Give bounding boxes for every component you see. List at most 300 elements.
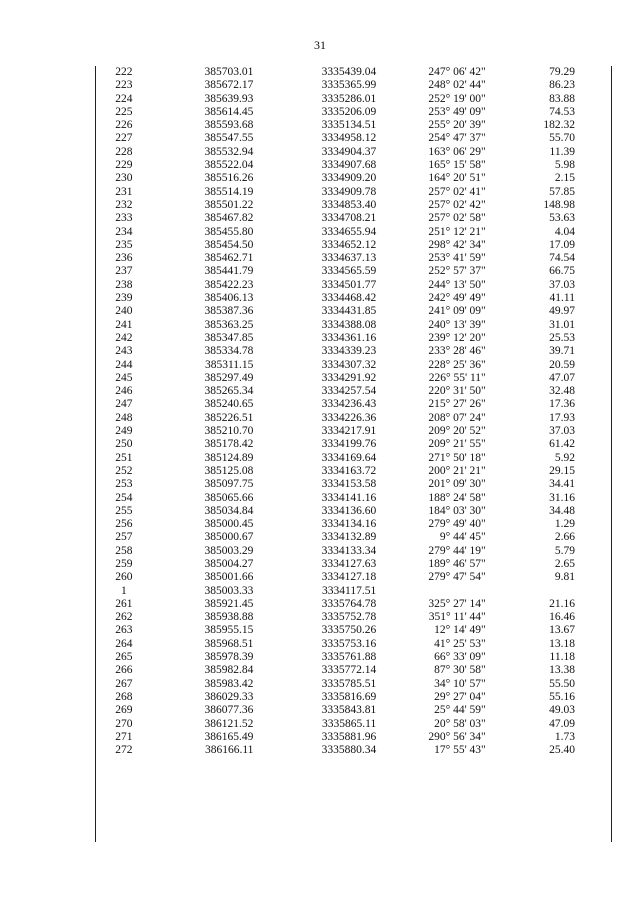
point-number-cell: 231 xyxy=(115,185,133,198)
point-number-cell: 237 xyxy=(115,265,133,278)
point-number-cell: 255 xyxy=(115,504,133,517)
x-coordinate-cell: 385547.55 xyxy=(204,132,254,145)
y-coordinate-cell: 3335764.78 xyxy=(321,597,377,610)
table-row xyxy=(96,571,611,584)
y-coordinate-cell: 3334257.54 xyxy=(321,385,377,398)
y-coordinate-cell: 3335752.78 xyxy=(321,611,377,624)
table-row xyxy=(96,545,611,558)
y-coordinate-cell: 3335881.96 xyxy=(321,730,377,743)
table-row xyxy=(96,518,611,531)
y-coordinate-cell: 3334127.18 xyxy=(321,571,377,584)
x-coordinate-cell: 385501.22 xyxy=(204,198,254,211)
bearing-cell: 201° 09' 30" xyxy=(428,478,486,491)
point-number-cell: 224 xyxy=(115,92,133,105)
distance-cell: 74.54 xyxy=(549,252,575,265)
point-number-cell: 254 xyxy=(115,491,133,504)
point-number-cell: 240 xyxy=(115,305,133,318)
x-coordinate-cell: 385593.68 xyxy=(204,119,254,132)
distance-cell: 83.88 xyxy=(549,92,575,105)
point-number-cell: 246 xyxy=(115,385,133,398)
point-number-cell: 251 xyxy=(115,451,133,464)
page-number: 31 xyxy=(314,38,326,52)
distance-cell: 17.36 xyxy=(549,398,575,411)
point-number-cell: 239 xyxy=(115,292,133,305)
bearing-cell: 29° 27' 04" xyxy=(434,690,486,703)
distance-cell: 31.01 xyxy=(549,318,575,331)
y-coordinate-cell: 3334307.32 xyxy=(321,358,377,371)
bearing-cell: 255° 20' 39" xyxy=(428,119,486,132)
y-coordinate-cell: 3334388.08 xyxy=(321,318,377,331)
distance-cell: 1.73 xyxy=(554,730,575,743)
y-coordinate-cell: 3334339.23 xyxy=(321,345,377,358)
bearing-cell: 279° 44' 19" xyxy=(428,544,486,557)
x-coordinate-cell: 385065.66 xyxy=(204,491,254,504)
point-number-cell: 270 xyxy=(115,717,133,730)
table-row xyxy=(96,79,611,92)
x-coordinate-cell: 385004.27 xyxy=(204,557,254,570)
table-row xyxy=(96,265,611,278)
distance-cell: 2.15 xyxy=(554,172,575,185)
y-coordinate-cell: 3334361.16 xyxy=(321,331,377,344)
bearing-cell: 189° 46' 57" xyxy=(428,557,486,570)
y-coordinate-cell: 3334199.76 xyxy=(321,438,377,451)
point-number-cell: 262 xyxy=(115,611,133,624)
table-row xyxy=(96,359,611,372)
point-number-cell: 227 xyxy=(115,132,133,145)
distance-cell: 79.29 xyxy=(549,66,575,78)
point-number-cell: 253 xyxy=(115,478,133,491)
point-number-cell: 260 xyxy=(115,571,133,584)
y-coordinate-cell: 3334141.16 xyxy=(321,491,377,504)
table-row xyxy=(96,332,611,345)
y-coordinate-cell: 3334853.40 xyxy=(321,198,377,211)
bearing-cell: 228° 25' 36" xyxy=(428,358,486,371)
distance-cell: 47.09 xyxy=(549,717,575,730)
y-coordinate-cell: 3335753.16 xyxy=(321,637,377,650)
distance-cell: 86.23 xyxy=(549,79,575,92)
distance-cell: 2.66 xyxy=(554,531,575,544)
y-coordinate-cell: 3335750.26 xyxy=(321,624,377,637)
point-number-cell: 1 xyxy=(120,584,127,597)
table-row xyxy=(96,412,611,425)
y-coordinate-cell: 3334652.12 xyxy=(321,238,377,251)
table-row xyxy=(96,611,611,624)
table-row xyxy=(96,172,611,185)
distance-cell: 74.53 xyxy=(549,105,575,118)
distance-cell: 47.07 xyxy=(549,371,575,384)
y-coordinate-cell: 3334909.20 xyxy=(321,172,377,185)
bearing-cell: 248° 02' 44" xyxy=(428,79,486,92)
bearing-cell: 209° 21' 55" xyxy=(428,438,486,451)
x-coordinate-cell: 385387.36 xyxy=(204,305,254,318)
x-coordinate-cell: 385124.89 xyxy=(204,451,254,464)
point-number-cell: 265 xyxy=(115,651,133,664)
y-coordinate-cell: 3334217.91 xyxy=(321,425,377,438)
bearing-cell: 12° 14' 49" xyxy=(434,624,486,637)
point-number-cell: 233 xyxy=(115,212,133,225)
bearing-cell: 251° 12' 21" xyxy=(428,225,486,238)
point-number-cell: 243 xyxy=(115,345,133,358)
point-number-cell: 252 xyxy=(115,464,133,477)
x-coordinate-cell: 385955.15 xyxy=(204,624,254,637)
point-number-cell: 232 xyxy=(115,198,133,211)
x-coordinate-cell: 385003.29 xyxy=(204,544,254,557)
x-coordinate-cell: 385614.45 xyxy=(204,105,254,118)
x-coordinate-cell: 385522.04 xyxy=(204,159,254,172)
y-coordinate-cell: 3335772.14 xyxy=(321,664,377,677)
table-row xyxy=(96,664,611,677)
table-row xyxy=(96,651,611,664)
y-coordinate-cell: 3334909.78 xyxy=(321,185,377,198)
distance-cell: 9.81 xyxy=(554,571,575,584)
point-number-cell: 248 xyxy=(115,411,133,424)
distance-cell: 53.63 xyxy=(549,212,575,225)
distance-cell: 55.16 xyxy=(549,690,575,703)
table-row xyxy=(96,93,611,106)
coordinates-table-body xyxy=(96,66,611,757)
y-coordinate-cell: 3335880.34 xyxy=(321,744,377,757)
y-coordinate-cell: 3334501.77 xyxy=(321,278,377,291)
distance-cell: 34.48 xyxy=(549,504,575,517)
table-row xyxy=(96,624,611,637)
distance-cell: 4.04 xyxy=(554,225,575,238)
bearing-cell: 208° 07' 24" xyxy=(428,411,486,424)
y-coordinate-cell: 3334468.42 xyxy=(321,292,377,305)
bearing-cell: 9° 44' 45" xyxy=(439,531,486,544)
x-coordinate-cell: 385455.80 xyxy=(204,225,254,238)
bearing-cell: 298° 42' 34" xyxy=(428,238,486,251)
bearing-cell: 239° 12' 20" xyxy=(428,331,486,344)
distance-cell: 21.16 xyxy=(549,597,575,610)
y-coordinate-cell: 3334153.58 xyxy=(321,478,377,491)
distance-cell: 55.70 xyxy=(549,132,575,145)
x-coordinate-cell: 385210.70 xyxy=(204,425,254,438)
distance-cell: 1.29 xyxy=(554,518,575,531)
y-coordinate-cell: 3334132.89 xyxy=(321,531,377,544)
bearing-cell: 257° 02' 58" xyxy=(428,212,486,225)
x-coordinate-cell: 385003.33 xyxy=(204,584,254,597)
point-number-cell: 267 xyxy=(115,677,133,690)
x-coordinate-cell: 385265.34 xyxy=(204,385,254,398)
point-number-cell: 244 xyxy=(115,358,133,371)
y-coordinate-cell: 3334291.92 xyxy=(321,371,377,384)
y-coordinate-cell: 3334163.72 xyxy=(321,464,377,477)
bearing-cell: 253° 41' 59" xyxy=(428,252,486,265)
x-coordinate-cell: 385363.25 xyxy=(204,318,254,331)
bearing-cell: 226° 55' 11" xyxy=(428,371,486,384)
bearing-cell: 220° 31' 50" xyxy=(428,385,486,398)
bearing-cell: 87° 30' 58" xyxy=(434,664,486,677)
table-row xyxy=(96,279,611,292)
x-coordinate-cell: 385297.49 xyxy=(204,371,254,384)
bearing-cell: 41° 25' 53" xyxy=(434,637,486,650)
x-coordinate-cell: 385454.50 xyxy=(204,238,254,251)
x-coordinate-cell: 386077.36 xyxy=(204,704,254,717)
distance-cell: 17.93 xyxy=(549,411,575,424)
point-number-cell: 271 xyxy=(115,730,133,743)
y-coordinate-cell: 3335761.88 xyxy=(321,651,377,664)
point-number-cell: 250 xyxy=(115,438,133,451)
x-coordinate-cell: 385097.75 xyxy=(204,478,254,491)
y-coordinate-cell: 3334133.34 xyxy=(321,544,377,557)
bearing-cell: 240° 13' 39" xyxy=(428,318,486,331)
distance-cell: 13.67 xyxy=(549,624,575,637)
x-coordinate-cell: 385921.45 xyxy=(204,597,254,610)
y-coordinate-cell: 3335134.51 xyxy=(321,119,377,132)
y-coordinate-cell: 3335365.99 xyxy=(321,79,377,92)
bearing-cell: 184° 03' 30" xyxy=(428,504,486,517)
point-number-cell: 238 xyxy=(115,278,133,291)
y-coordinate-cell: 3334907.68 xyxy=(321,159,377,172)
table-row xyxy=(96,438,611,451)
table-row xyxy=(96,398,611,411)
point-number-cell: 247 xyxy=(115,398,133,411)
distance-cell: 13.18 xyxy=(549,637,575,650)
bearing-cell xyxy=(388,585,498,598)
point-number-cell: 235 xyxy=(115,238,133,251)
x-coordinate-cell: 385240.65 xyxy=(204,398,254,411)
x-coordinate-cell: 385467.82 xyxy=(204,212,254,225)
distance-cell: 29.15 xyxy=(549,464,575,477)
y-coordinate-cell: 3335439.04 xyxy=(321,66,377,78)
bearing-cell: 252° 57' 37" xyxy=(428,265,486,278)
point-number-cell: 249 xyxy=(115,425,133,438)
point-number-cell: 242 xyxy=(115,331,133,344)
y-coordinate-cell: 3334134.16 xyxy=(321,518,377,531)
bearing-cell: 252° 19' 00" xyxy=(428,92,486,105)
bearing-cell: 215° 27' 26" xyxy=(428,398,486,411)
bearing-cell: 351° 11' 44" xyxy=(428,611,486,624)
distance-cell: 5.92 xyxy=(554,451,575,464)
distance-cell: 13.38 xyxy=(549,664,575,677)
x-coordinate-cell: 385639.93 xyxy=(204,92,254,105)
x-coordinate-cell: 385672.17 xyxy=(204,79,254,92)
point-number-cell: 258 xyxy=(115,544,133,557)
point-number-cell: 256 xyxy=(115,518,133,531)
x-coordinate-cell: 385938.88 xyxy=(204,611,254,624)
distance-cell: 39.71 xyxy=(549,345,575,358)
distance-cell: 5.98 xyxy=(554,159,575,172)
coordinates-table xyxy=(95,66,612,842)
table-row xyxy=(96,119,611,132)
table-row xyxy=(96,385,611,398)
bearing-cell: 279° 49' 40" xyxy=(428,518,486,531)
bearing-cell: 257° 02' 41" xyxy=(428,185,486,198)
point-number-cell: 266 xyxy=(115,664,133,677)
y-coordinate-cell: 3334565.59 xyxy=(321,265,377,278)
x-coordinate-cell: 385178.42 xyxy=(204,438,254,451)
y-coordinate-cell: 3335843.81 xyxy=(321,704,377,717)
x-coordinate-cell: 386166.11 xyxy=(204,744,254,757)
table-row xyxy=(96,106,611,119)
bearing-cell: 34° 10' 57" xyxy=(434,677,486,690)
point-number-cell: 222 xyxy=(115,66,133,78)
table-row xyxy=(96,305,611,318)
x-coordinate-cell: 385516.26 xyxy=(204,172,254,185)
bearing-cell: 233° 28' 46" xyxy=(428,345,486,358)
table-row xyxy=(96,744,611,757)
y-coordinate-cell: 3334169.64 xyxy=(321,451,377,464)
point-number-cell: 261 xyxy=(115,597,133,610)
y-coordinate-cell: 3335865.11 xyxy=(322,717,377,730)
x-coordinate-cell: 385406.13 xyxy=(204,292,254,305)
distance-cell: 66.75 xyxy=(549,265,575,278)
bearing-cell: 271° 50' 18" xyxy=(428,451,486,464)
y-coordinate-cell: 3334431.85 xyxy=(321,305,377,318)
bearing-cell: 325° 27' 14" xyxy=(428,597,486,610)
bearing-cell: 241° 09' 09" xyxy=(428,305,486,318)
table-row xyxy=(96,239,611,252)
point-number-cell: 228 xyxy=(115,145,133,158)
distance-cell xyxy=(498,585,611,598)
y-coordinate-cell: 3334117.51 xyxy=(322,584,377,597)
x-coordinate-cell: 386029.33 xyxy=(204,690,254,703)
point-number-cell: 229 xyxy=(115,159,133,172)
point-number-cell: 234 xyxy=(115,225,133,238)
y-coordinate-cell: 3334226.36 xyxy=(321,411,377,424)
bearing-cell: 66° 33' 09" xyxy=(434,651,486,664)
distance-cell: 5.79 xyxy=(554,544,575,557)
bearing-cell: 279° 47' 54" xyxy=(428,571,486,584)
table-row xyxy=(96,731,611,744)
y-coordinate-cell: 3334236.43 xyxy=(321,398,377,411)
distance-cell: 148.98 xyxy=(543,198,575,211)
x-coordinate-cell: 385978.39 xyxy=(204,651,254,664)
point-number-cell: 225 xyxy=(115,105,133,118)
x-coordinate-cell: 385034.84 xyxy=(204,504,254,517)
bearing-cell: 164° 20' 51" xyxy=(428,172,486,185)
point-number-cell: 272 xyxy=(115,744,133,757)
y-coordinate-cell: 3334708.21 xyxy=(321,212,377,225)
point-number-cell: 263 xyxy=(115,624,133,637)
table-row xyxy=(96,425,611,438)
distance-cell: 25.53 xyxy=(549,331,575,344)
distance-cell: 34.41 xyxy=(549,478,575,491)
y-coordinate-cell: 3335206.09 xyxy=(321,105,377,118)
x-coordinate-cell: 385001.66 xyxy=(204,571,254,584)
distance-cell: 31.16 xyxy=(549,491,575,504)
y-coordinate-cell: 3334127.63 xyxy=(321,557,377,570)
y-coordinate-cell: 3334637.13 xyxy=(321,252,377,265)
table-row xyxy=(96,638,611,651)
table-row xyxy=(96,598,611,611)
point-number-cell: 245 xyxy=(115,371,133,384)
y-coordinate-cell: 3335785.51 xyxy=(321,677,377,690)
bearing-cell: 188° 24' 58" xyxy=(428,491,486,504)
point-number-cell: 257 xyxy=(115,531,133,544)
point-number-cell: 268 xyxy=(115,690,133,703)
x-coordinate-cell: 385462.71 xyxy=(204,252,254,265)
x-coordinate-cell: 385532.94 xyxy=(204,145,254,158)
bearing-cell: 257° 02' 42" xyxy=(428,198,486,211)
distance-cell: 49.03 xyxy=(549,704,575,717)
x-coordinate-cell: 385983.42 xyxy=(204,677,254,690)
table-row xyxy=(96,186,611,199)
point-number-cell: 241 xyxy=(115,318,133,331)
x-coordinate-cell: 385000.45 xyxy=(204,518,254,531)
table-row xyxy=(96,252,611,265)
distance-cell: 20.59 xyxy=(549,358,575,371)
table-row xyxy=(96,478,611,491)
bearing-cell: 165° 15' 58" xyxy=(428,159,486,172)
table-row xyxy=(96,372,611,385)
x-coordinate-cell: 385982.84 xyxy=(204,664,254,677)
bearing-cell: 290° 56' 34" xyxy=(428,730,486,743)
x-coordinate-cell: 385311.15 xyxy=(204,358,254,371)
distance-cell: 41.11 xyxy=(549,292,575,305)
bearing-cell: 20° 58' 03" xyxy=(434,717,486,730)
x-coordinate-cell: 385441.79 xyxy=(204,265,254,278)
table-row xyxy=(96,465,611,478)
point-number-cell: 226 xyxy=(115,119,133,132)
x-coordinate-cell: 385125.08 xyxy=(204,464,254,477)
table-row xyxy=(96,159,611,172)
table-row xyxy=(96,132,611,145)
x-coordinate-cell: 385334.78 xyxy=(204,345,254,358)
bearing-cell: 209° 20' 52" xyxy=(428,425,486,438)
table-row xyxy=(96,292,611,305)
x-coordinate-cell: 385968.51 xyxy=(204,637,254,650)
x-coordinate-cell: 385422.23 xyxy=(204,278,254,291)
point-number-cell: 236 xyxy=(115,252,133,265)
point-number-cell: 230 xyxy=(115,172,133,185)
x-coordinate-cell: 385347.85 xyxy=(204,331,254,344)
distance-cell: 57.85 xyxy=(549,185,575,198)
table-row xyxy=(96,531,611,544)
x-coordinate-cell: 385000.67 xyxy=(204,531,254,544)
distance-cell: 16.46 xyxy=(549,611,575,624)
table-row xyxy=(96,691,611,704)
y-coordinate-cell: 3334904.37 xyxy=(321,145,377,158)
x-coordinate-cell: 385703.01 xyxy=(204,66,254,78)
y-coordinate-cell: 3335816.69 xyxy=(321,690,377,703)
distance-cell: 32.48 xyxy=(549,385,575,398)
table-row xyxy=(96,718,611,731)
x-coordinate-cell: 385514.19 xyxy=(204,185,254,198)
y-coordinate-cell: 3334958.12 xyxy=(321,132,377,145)
distance-cell: 55.50 xyxy=(549,677,575,690)
distance-cell: 11.39 xyxy=(549,145,575,158)
table-row xyxy=(96,199,611,212)
point-number-cell: 264 xyxy=(115,637,133,650)
bearing-cell: 253° 49' 09" xyxy=(428,105,486,118)
table-row xyxy=(96,585,611,598)
bearing-cell: 17° 55' 43" xyxy=(434,744,486,757)
distance-cell: 17.09 xyxy=(549,238,575,251)
table-row xyxy=(96,452,611,465)
distance-cell: 37.03 xyxy=(549,425,575,438)
table-row xyxy=(96,212,611,225)
table-row xyxy=(96,704,611,717)
table-row xyxy=(96,226,611,239)
bearing-cell: 244° 13' 50" xyxy=(428,278,486,291)
distance-cell: 49.97 xyxy=(549,305,575,318)
point-number-cell: 223 xyxy=(115,79,133,92)
table-row xyxy=(96,492,611,505)
point-number-cell: 259 xyxy=(115,557,133,570)
distance-cell: 61.42 xyxy=(549,438,575,451)
y-coordinate-cell: 3334136.60 xyxy=(321,504,377,517)
distance-cell: 11.18 xyxy=(549,651,575,664)
bearing-cell: 25° 44' 59" xyxy=(434,704,486,717)
x-coordinate-cell: 386165.49 xyxy=(204,730,254,743)
table-row xyxy=(96,146,611,159)
y-coordinate-cell: 3334655.94 xyxy=(321,225,377,238)
distance-cell: 182.32 xyxy=(543,119,575,132)
distance-cell: 2.65 xyxy=(554,557,575,570)
bearing-cell: 254° 47' 37" xyxy=(428,132,486,145)
table-row xyxy=(96,678,611,691)
